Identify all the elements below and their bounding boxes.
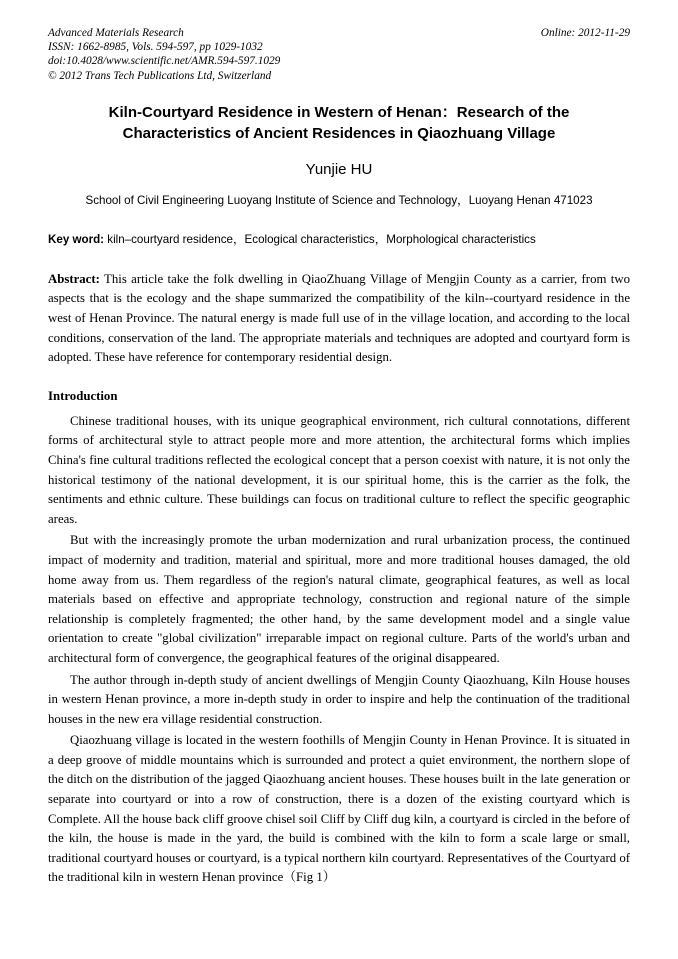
keywords-text: kiln–courtyard residence，Ecological characteristics，Morphological characteristics bbox=[107, 232, 536, 246]
journal-name: Advanced Materials Research bbox=[48, 27, 184, 39]
online-date: Online: 2012-11-29 bbox=[540, 27, 630, 39]
paragraph: Qiaozhuang village is located in the western foothills of Mengjin County in Henan Province. It is situated in a deep groove of middle mountains which is surrounded and protect a quiet environment, the northern slope of the ditch on the distribution of the jagged Qiaozhuang ancient houses. These houses built in the late generation or separate into courtyard or into a row of construction, there is a dozen of the existing courtyard which is Complete. All the house back cliff groove chisel soil Cliff by Cliff dug kiln, a courtyard is circled in the before of the kiln, the house is made in the yard, the build is combined with the kiln to form a scale large or small, traditional courtyard houses or courtyard, is a typical northern kiln courtyard. Representatives of the Courtyard of the traditional kiln in western Henan province（Fig 1） bbox=[48, 733, 630, 885]
doi-line: doi:10.4028/www.scientific.net/AMR.594-597.1029 bbox=[48, 55, 281, 68]
affiliation: School of Civil Engineering Luoyang Institute of Science and Technology，Luoyang Henan 471023 bbox=[85, 193, 593, 207]
keywords-block bbox=[48, 232, 630, 248]
author-list: Yunjie HU bbox=[305, 160, 373, 178]
abstract-block bbox=[48, 270, 630, 368]
abstract-label: Abstract: bbox=[48, 271, 100, 286]
journal-header bbox=[48, 26, 630, 83]
paragraph: The author through in-depth study of ancient dwellings of Mengjin County Qiaozhuang, Kiln House houses in western Henan province, a more in-depth study in order to inspire and help the continuation of the traditional houses in the new era village residential construction. bbox=[48, 672, 630, 726]
section-heading-introduction: Introduction bbox=[48, 388, 118, 403]
page-title: Kiln-Courtyard Residence in Western of Henan：Research of the Characteristics of Ancient Residences in Qiaozhuang Village bbox=[108, 103, 570, 142]
copyright-line: © 2012 Trans Tech Publications Ltd, Switzerland bbox=[48, 69, 272, 82]
keywords-label: Key word: bbox=[48, 232, 105, 246]
abstract-text: This article take the folk dwelling in QiaoZhuang Village of Mengjin County as a carrier, from two aspects that is the ecology and the shape summarized the compatibility of the kiln--courtyard residence in the west of Henan Province. The natural energy is made full use of in the village location, and according to the local conditions, conservation of the land. The appropriate materials and techniques are adopted and courtyard form is adopted. These have reference for contemporary residential design. bbox=[48, 271, 630, 365]
issn-line: ISSN: 1662-8985, Vols. 594-597, pp 1029-1032 bbox=[48, 41, 263, 54]
paragraph: But with the increasingly promote the urban modernization and rural urbanization process, the continued impact of modernity and tradition, material and spiritual, more and more traditional houses damaged, the old home away from us. Them regardless of the region's natural climate, geographical features, as well as local materials based on effective and appropriate technology, construction and regional nature of the simple relationship is completely fragmented; the other hand, by the same development model and a single value orientation to create "global civilization" irreparable impact on regional culture. Parts of the world's urban and architectural form of convergence, the geographical features of the original disappeared. bbox=[48, 533, 630, 665]
paragraph: Chinese traditional houses, with its unique geographical environment, rich cultural connotations, different forms of architectural style to attract people more and more attention, the architectural forms which implies China's fine cultural traditions reflected the ecological concept that a person coexist with nature, it is not only the historical testimony of the national development, it is our spiritual home, this is the carrier as the folk, the sentiments and ethnic culture. These buildings can focus on traditional culture to reflect the specific geographic areas. bbox=[48, 413, 630, 526]
